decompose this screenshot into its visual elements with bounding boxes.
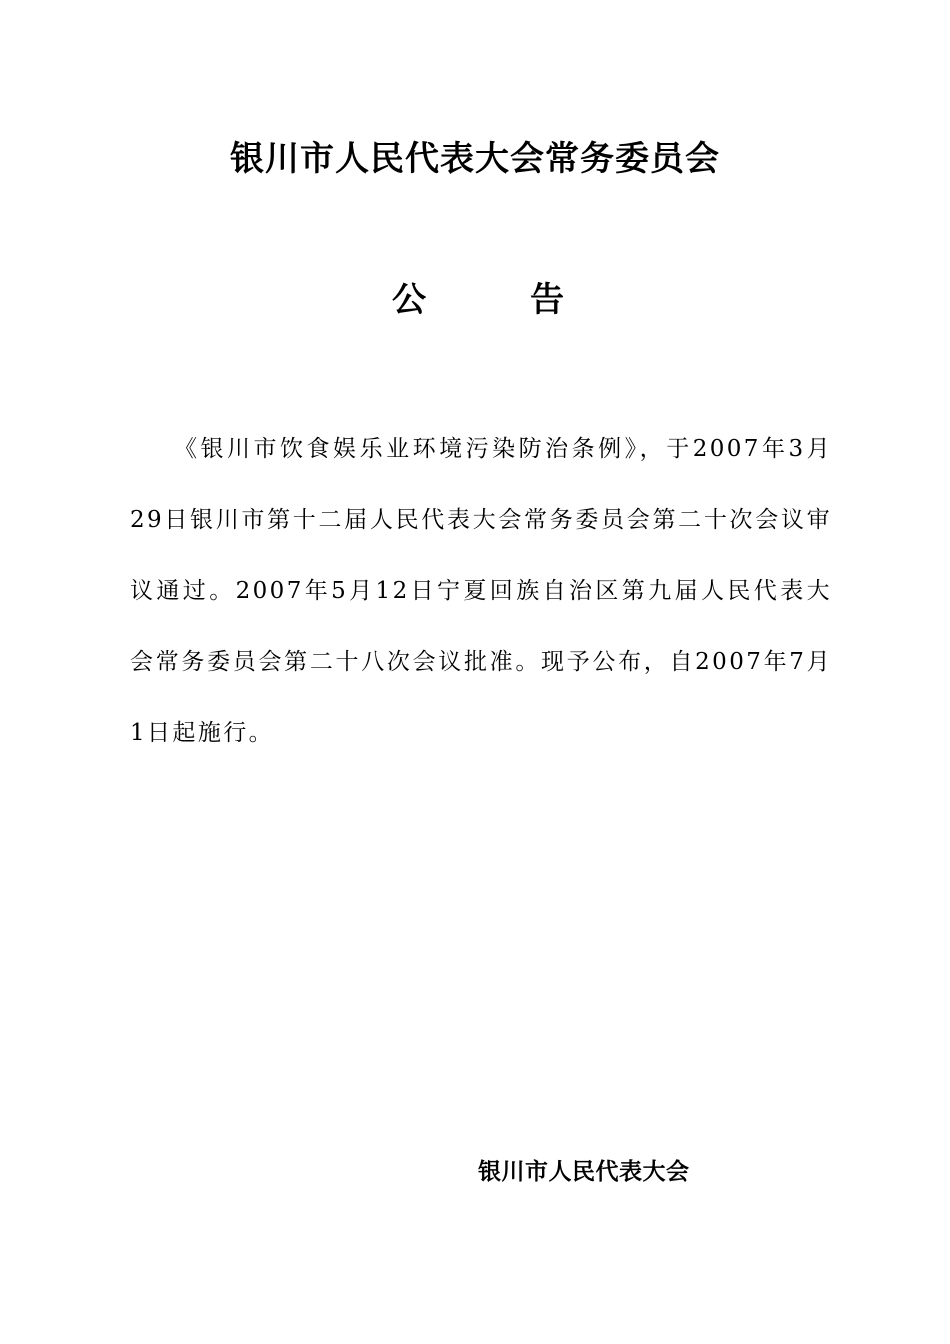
announcement-body: 《银川市饮食娱乐业环境污染防治条例》，于2007年3月29日银川市第十二届人民代表大会常务委员会第二十次会议审议通过。2007年5月12日宁夏回族自治区第九届人民代表大会常务委员会第二十八次会议批准。现予公布，自2007年7月1日起施行。 xyxy=(130,436,832,746)
document-type-char-2: 告 xyxy=(530,280,564,320)
document-type-heading xyxy=(0,272,950,328)
issuer-title: 银川市人民代表大会常务委员会 xyxy=(230,139,720,179)
document-type-char-1: 公 xyxy=(392,280,426,320)
signature-issuer: 银川市人民代表大会 xyxy=(478,1159,690,1185)
